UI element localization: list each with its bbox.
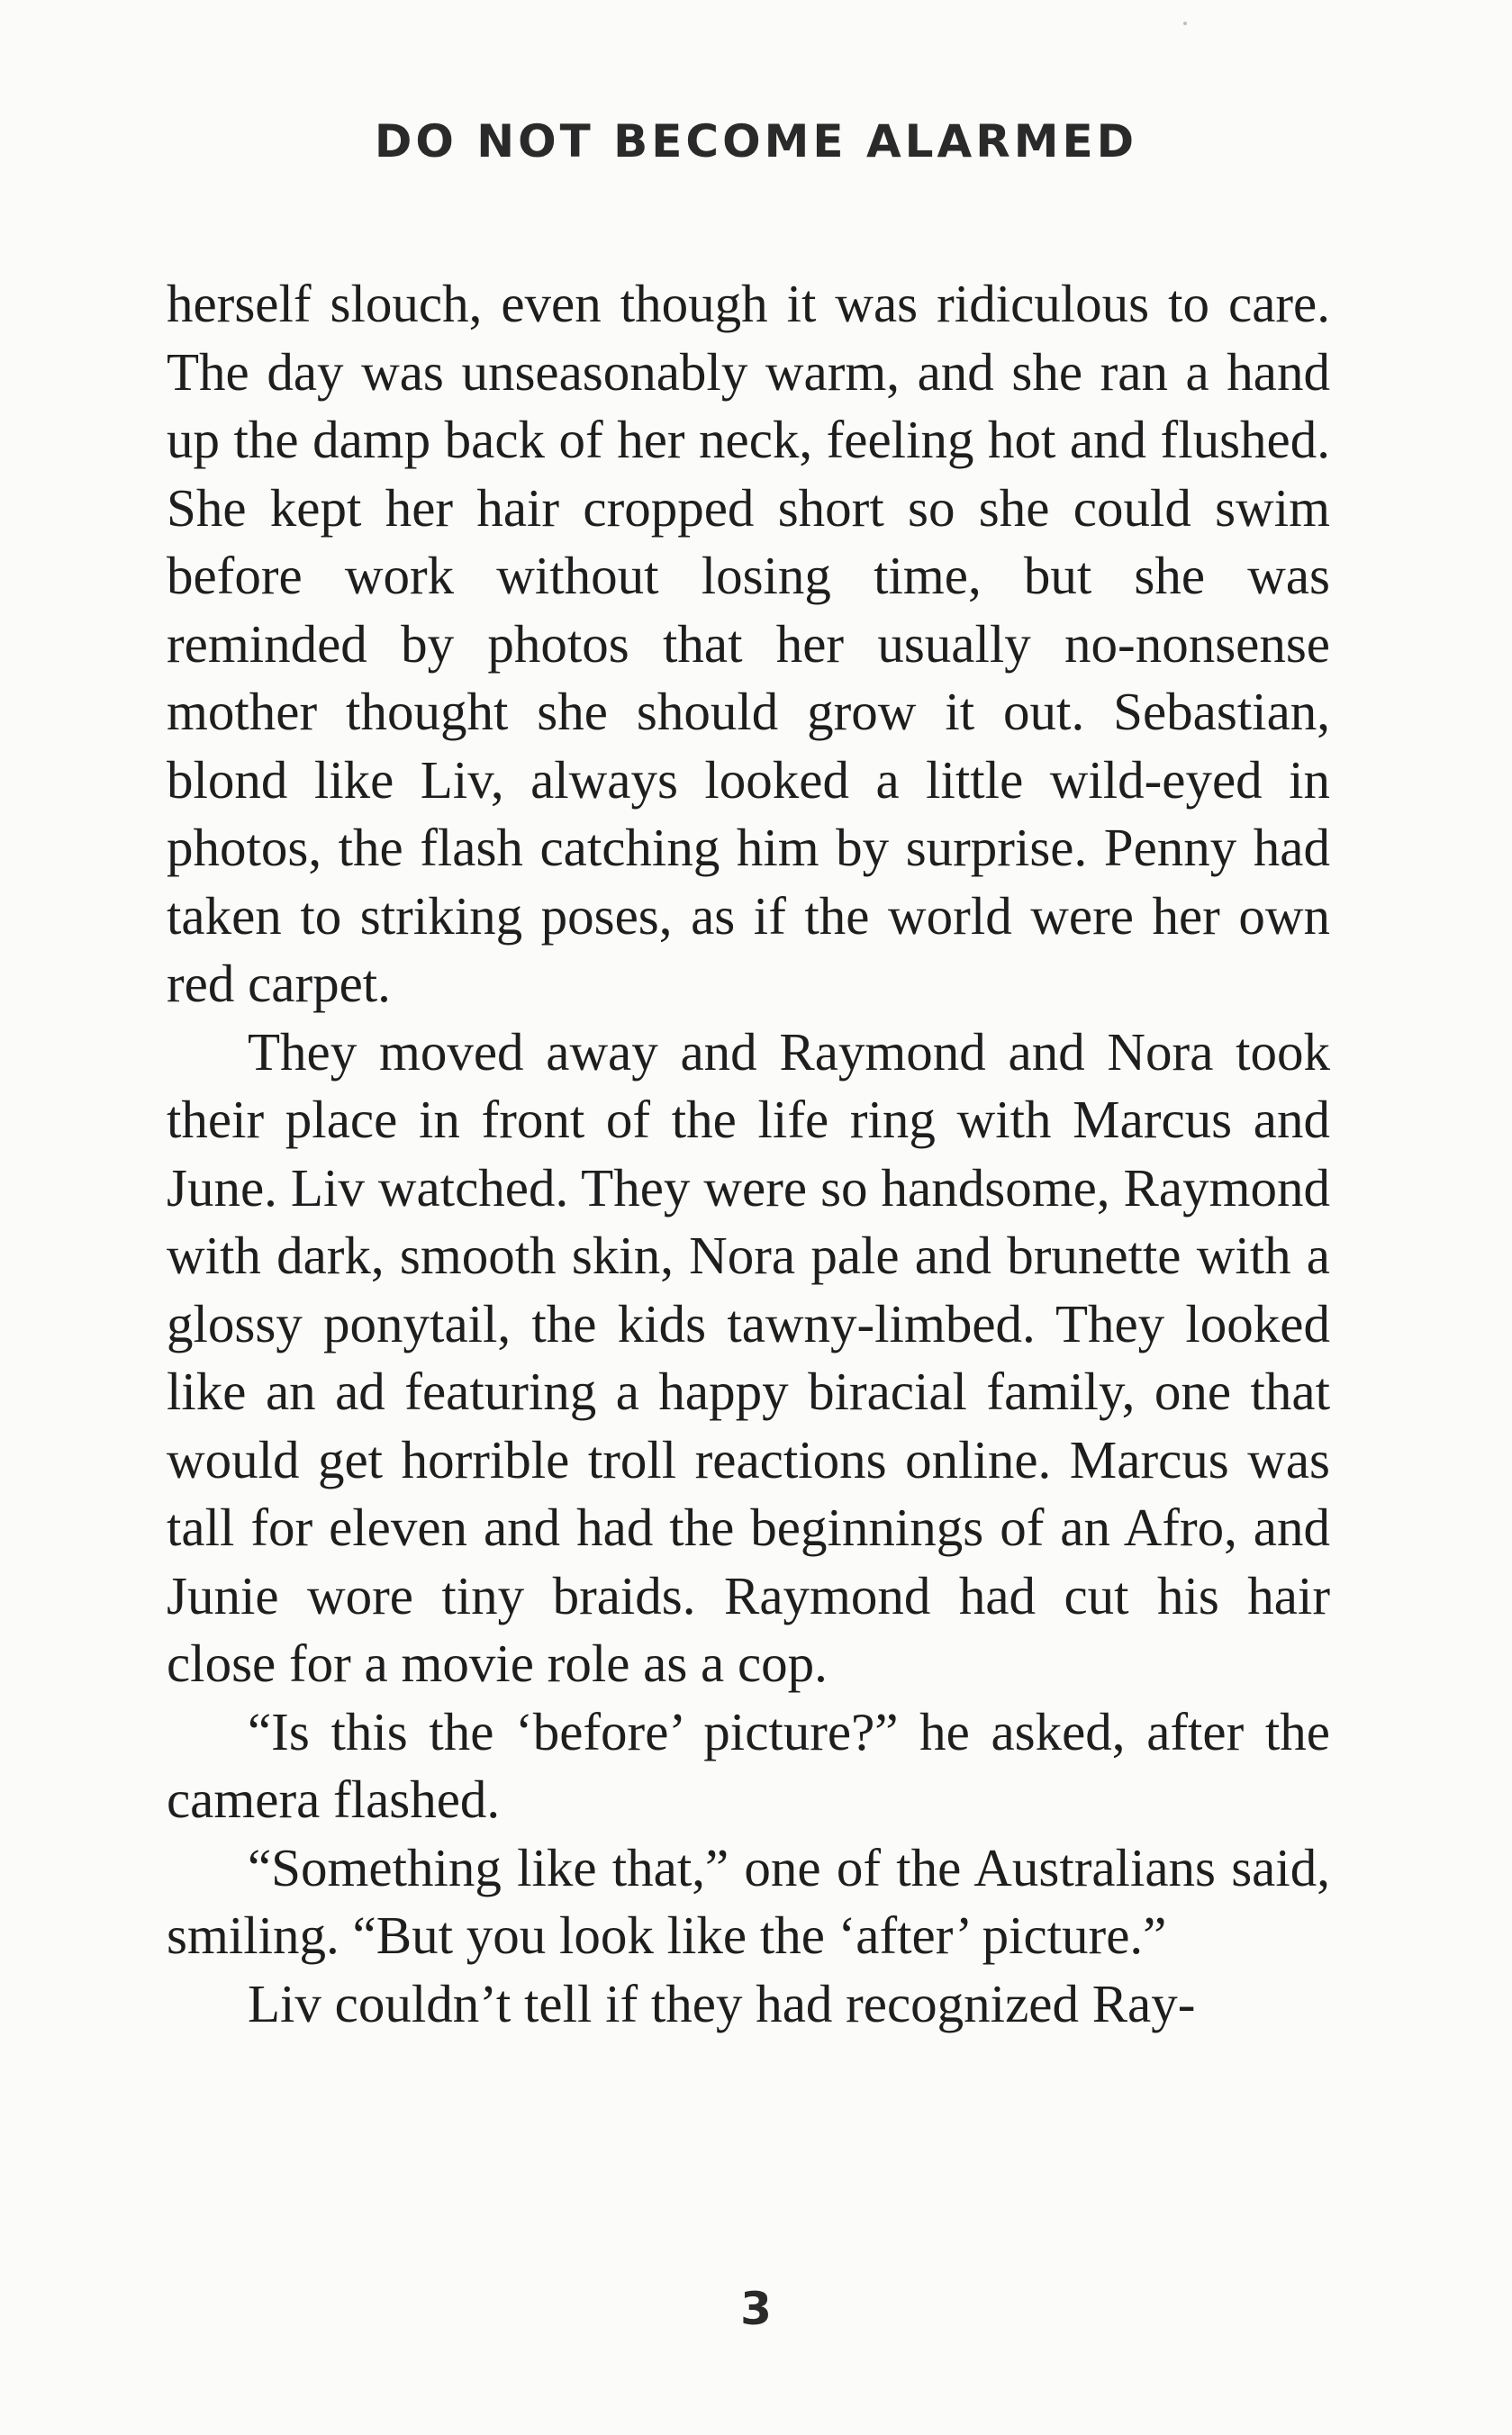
paragraph-3: “Is this the ‘before’ picture?” he asked, after the camera flashed. xyxy=(167,1701,1330,1829)
paragraph-4: “Something like that,” one of the Australians said, smiling. “But you look like the ‘after’ picture.” xyxy=(167,1837,1330,1965)
paragraph-5: Liv couldn’t tell if they had recognized Ray- xyxy=(248,1973,1196,2033)
page-number: 3 xyxy=(740,2283,772,2335)
paragraph-1: herself slouch, even though it was ridiculous to care. The day was unseasonably warm, and she ran a hand up the damp back of her neck, feeling hot and flushed. She kept her hair cropped short so she could swim before work without losing time, but she was reminded by photos that her usually no-nonsense mother thought she should grow it out. Sebastian, blond like Liv, always looked a little wild-eyed in photos, the flash catching him by surprise. Penny had taken to striking poses, as if the world were her own red carpet. xyxy=(167,274,1330,1013)
scan-speck xyxy=(1183,22,1187,25)
running-head-title: DO NOT BECOME ALARMED xyxy=(374,115,1138,167)
body-text xyxy=(167,270,1330,2038)
paragraph-2: They moved away and Raymond and Nora took their place in front of the life ring with Marcus and June. Liv watched. They were so handsome, Raymond with dark, smooth skin, Nora pale and brunette with a glossy ponytail, the kids tawny-limbed. They looked like an ad featuring a happy biracial family, one that would get horrible troll reactions online. Marcus was tall for eleven and had the beginnings of an Afro, and Junie wore tiny braids. Raymond had cut his hair close for a movie role as a cop. xyxy=(167,1021,1330,1693)
